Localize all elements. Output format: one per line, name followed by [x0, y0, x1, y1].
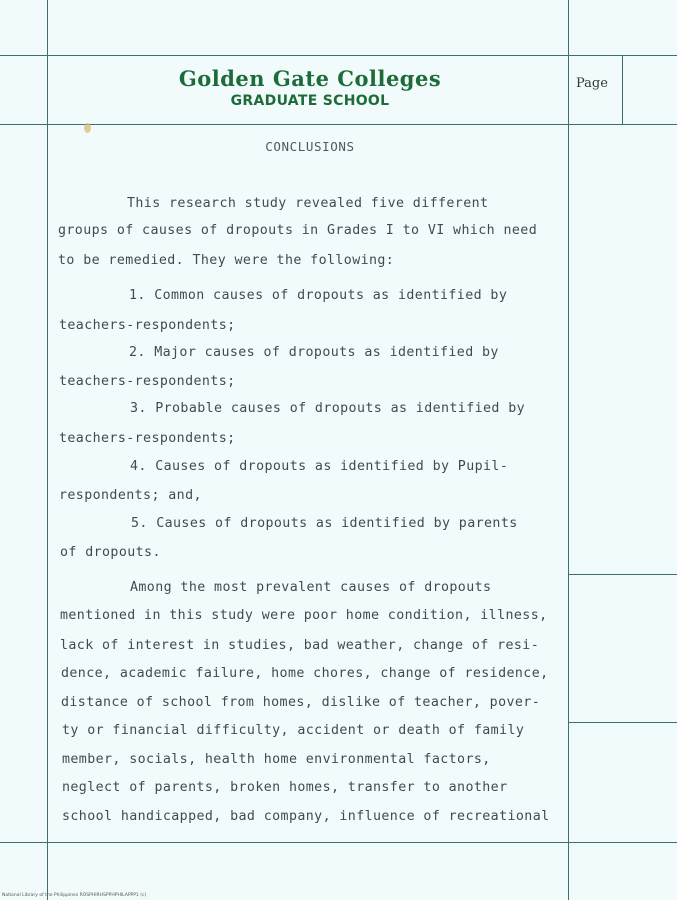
- paper-stain: [84, 123, 91, 133]
- bottom-rule: [0, 842, 677, 843]
- list-item-number: 5. Causes of dropouts as identified by parents: [131, 516, 518, 531]
- page-title: CONCLUSIONS: [265, 139, 355, 154]
- right-short-rule-2: [568, 722, 677, 723]
- text-line: This research study revealed five different: [127, 196, 489, 211]
- text-line: member, socials, health home environmental factors,: [62, 752, 491, 767]
- footer-note: National Library of the Philippines ROSPHIRHSPPHPHILAPPP1 (c): [2, 893, 147, 898]
- text-line: dence, academic failure, home chores, change of residence,: [61, 666, 549, 681]
- text-line: teachers-respondents;: [59, 431, 236, 446]
- text-line: neglect of parents, broken homes, transfer to another: [62, 780, 508, 795]
- institution-name: Golden Gate Colleges: [178, 66, 442, 91]
- text-line: school handicapped, bad company, influence of recreational: [62, 809, 550, 824]
- text-line: to be remedied. They were the following:: [58, 253, 395, 268]
- list-item-number: 2. Major causes of dropouts as identified by: [129, 345, 499, 360]
- text-line: mentioned in this study were poor home condition, illness,: [60, 608, 548, 623]
- text-line: lack of interest in studies, bad weather, change of resi-: [60, 638, 540, 653]
- left-margin-rule: [47, 0, 48, 900]
- text-line: ty or financial difficulty, accident or death of family: [62, 723, 525, 738]
- text-line: respondents; and,: [59, 488, 202, 503]
- text-line: Among the most prevalent causes of dropouts: [130, 580, 492, 595]
- page-label: Page: [576, 76, 608, 91]
- text-line: groups of causes of dropouts in Grades I to VI which need: [58, 223, 538, 238]
- right-margin-rule: [568, 0, 569, 900]
- school-name: GRADUATE SCHOOL: [230, 93, 390, 109]
- text-line: teachers-respondents;: [59, 318, 236, 333]
- text-line: distance of school from homes, dislike of teacher, pover-: [61, 695, 541, 710]
- text-line: of dropouts.: [60, 545, 161, 560]
- list-item-number: 4. Causes of dropouts as identified by Pupil-: [130, 459, 509, 474]
- list-item-number: 1. Common causes of dropouts as identified by: [129, 288, 508, 303]
- list-item-number: 3. Probable causes of dropouts as identified by: [130, 401, 526, 416]
- page-box-rule: [622, 55, 623, 125]
- header-bottom-rule: [0, 124, 677, 125]
- text-line: teachers-respondents;: [59, 374, 236, 389]
- top-rule: [0, 55, 677, 56]
- right-short-rule-1: [568, 574, 677, 575]
